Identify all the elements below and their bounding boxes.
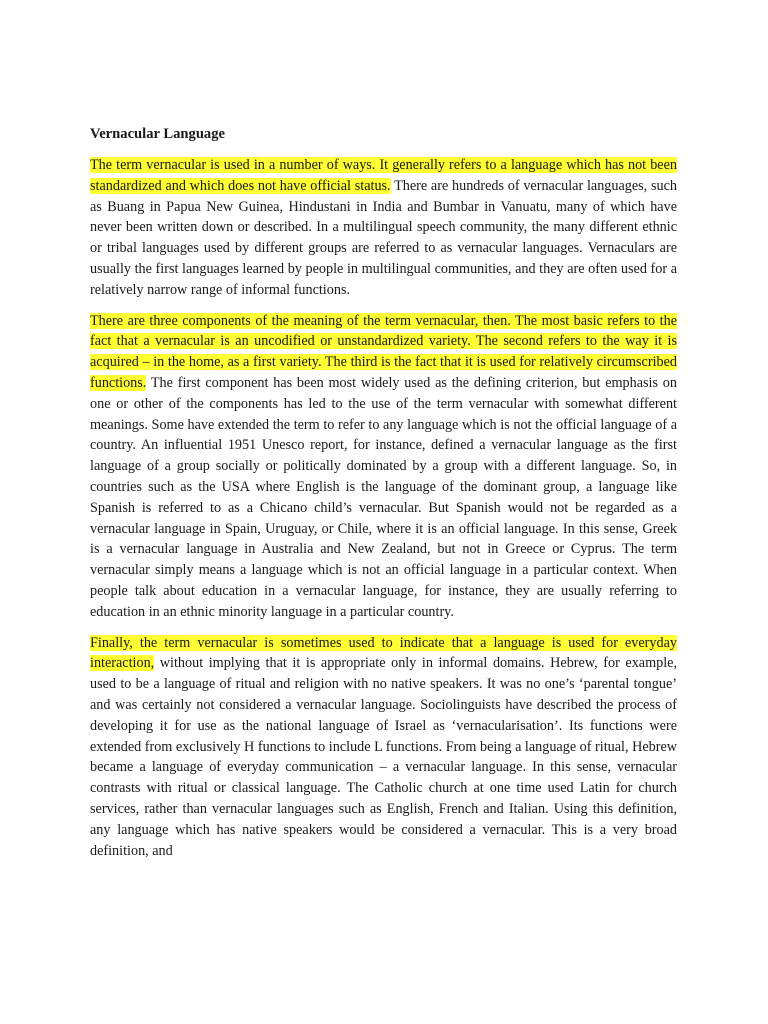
highlighted-text: There are three components of the meaning of the term vernacular, then. The most basic refers to the fact that a vernacular is an uncodified or unstandardized variety. The second refers to the way it is acquired – in the home, as a first variety. The third is the fact that it is used for relatively circumscribed functions. — [90, 312, 677, 391]
paragraph-text: without implying that it is appropriate only in informal domains. Hebrew, for example, used to be a language of ritual and religion with no native speakers. It was no one’s ‘parental tongue’ and was certainly not considered a vernacular language. Sociolinguists have described the process of developing it for use as the national language of Israel as ‘vernacularisation’. Its functions were extended from exclusively H functions to include L functions. From being a language of ritual, Hebrew became a language of everyday communication – a vernacular language. In this sense, vernacular contrasts with ritual or classical language. The Catholic church at one time used Latin for church services, rather than vernacular languages such as English, French and Italian. Using this definition, any language which has native speakers would be considered a vernacular. This is a very broad definition, and — [90, 655, 677, 859]
document-title: Vernacular Language — [90, 126, 226, 142]
paragraph-text: The first component has been most widely used as the defining criterion, but emphasis on one or other of the components has led to the use of the term vernacular with somewhat different meanings. Some have extended the term to refer to any language which is not the official language of a country. An influential 1951 Unesco report, for instance, defined a vernacular language as the first language of a group socially or politically dominated by a group with a different language. So, in countries such as the USA where English is the language of the dominant group, a language like Spanish is referred to as a Chicano child’s vernacular. But Spanish would not be regarded as a vernacular language in Spain, Uruguay, or Chile, where it is an official language. In this sense, Greek is a vernacular language in Australia and New Zealand, but not in Greece or Cyprus. The term vernacular simply means a language which is not an official language in a particular context. When people talk about education in a vernacular language, for instance, they are usually referring to education in an ethnic minority language in a particular country. — [90, 374, 677, 620]
paragraph-text: There are hundreds of vernacular languages, such as Buang in Papua New Guinea, Hindustani in India and Bumbar in Vanuatu, many of which have never been written down or described. In a multilingual speech community, the many different ethnic or tribal languages used by different groups are referred to as vernacular languages. Vernaculars are usually the first languages learned by people in multilingual communities, and they are often used for a relatively narrow range of informal functions. — [90, 177, 677, 298]
paragraph-3 — [90, 633, 677, 862]
highlighted-text: Finally, the term vernacular is sometimes used to indicate that a language is used for everyday interaction, — [90, 634, 677, 672]
highlighted-text: The term vernacular is used in a number of ways. It generally refers to a language which has not been standardized and which does not have official status. — [90, 157, 677, 194]
paragraph-1 — [90, 155, 677, 301]
paragraph-2 — [90, 311, 677, 623]
document-page — [90, 124, 677, 871]
